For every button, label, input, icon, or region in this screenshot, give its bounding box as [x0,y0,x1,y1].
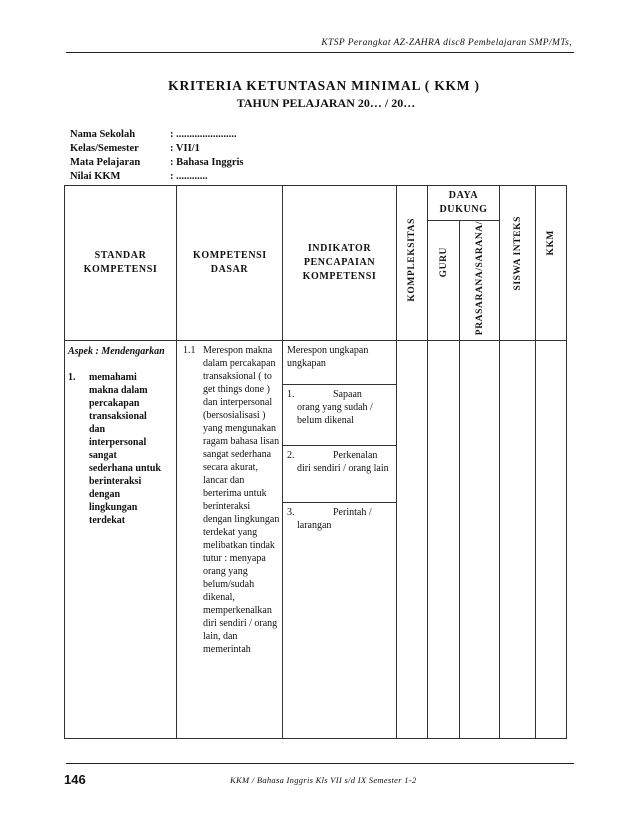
indikator-head: Perintah / [333,507,372,518]
standar-number: 1. [68,372,76,383]
info-label: Nama Sekolah [70,129,136,140]
info-row-subject [70,156,244,170]
indikator-item [283,446,396,503]
guru-value-cell[interactable] [428,341,460,739]
info-label: Mata Pelajaran [70,157,141,168]
indikator-number: 3. [287,507,295,518]
indikator-item [283,503,396,538]
info-row-class [70,142,244,156]
header-divider [66,52,574,53]
header-kkm [536,186,567,341]
header-siswa [500,186,536,341]
header-kkm-label: KKM [546,230,557,256]
info-value: : ....................... [170,129,237,140]
info-label: Kelas/Semester [70,143,139,154]
school-info [70,128,244,184]
running-head: KTSP Perangkat AZ-ZAHRA disc8 Pembelajaran SMP/MTs, [321,38,572,48]
kd-number: 1.1 [183,345,196,356]
info-value: : VII/1 [170,143,200,154]
indikator-rest: diri sendiri / orang lain [297,463,389,474]
info-value: : ............ [170,171,208,182]
footer-divider [66,763,574,764]
header-kompetensi-dasar: KOMPETENSI DASAR [177,186,283,341]
kd-text: Merespon makna dalam percakapan transaksional ( to get things done ) dan interpersonal (bersosialisasi ) yang mengunakan ragam bahasa lisan sangat sederhana secara akurat, lancar dan berterima untuk berinteraksi dengan lingkungan terdekat yang melibatkan tindak tutur : menyapa orang yang belum/sudah dikenal, memperkenalkan diri sendiri / orang lain, dan memerintah [203,345,280,655]
info-row-school [70,128,244,142]
header-indikator: INDIKATOR PENCAPAIAN KOMPETENSI [283,186,397,341]
header-prasarana-label: PRASARANA/SARANA/ [474,221,485,336]
indikator-number: 2. [287,450,295,461]
kkm-table [64,185,567,739]
standar-kompetensi-cell [65,341,177,739]
document-subtitle: TAHUN PELAJARAN 20… / 20… [236,96,416,110]
kompleksitas-value-cell[interactable] [397,341,428,739]
aspect-label: Aspek : Mendengarkan [68,346,165,357]
header-siswa-label: SISWA INTEKS [512,215,523,291]
page-number: 146 [64,772,86,787]
indikator-rest: larangan [297,520,332,531]
standar-text: memahami makna dalam percakapan transaksional dan interpersonal sangat sederhana untuk berinteraksi dengan lingkungan terdekat [89,372,161,526]
header-kompleksitas-label: KOMPLEKSITAS [407,218,417,302]
header-standar-kompetensi: STANDAR KOMPETENSI [65,186,177,341]
info-value: : Bahasa Inggris [170,157,244,168]
document-title: KRITERIA KETUNTASAN MINIMAL ( KKM ) [168,78,480,93]
kkm-value-cell[interactable] [536,341,567,739]
prasarana-value-cell[interactable] [460,341,500,739]
indikator-item [283,385,396,446]
indikator-rest: orang yang sudah / belum dikenal [297,402,373,426]
indikator-head: Sapaan [333,389,362,400]
header-daya-dukung: DAYA DUKUNG [428,186,500,221]
info-label: Nilai KKM [70,171,121,182]
header-prasarana [460,221,500,341]
header-guru-label: GURU [438,247,449,278]
header-kompleksitas [397,186,428,341]
info-row-kkm [70,170,244,184]
indikator-number: 1. [287,389,295,400]
indikator-cell [283,341,397,739]
indikator-lead: Merespon ungkapan ungkapan [283,341,396,385]
indikator-head: Perkenalan [333,450,378,461]
kompetensi-dasar-cell [177,341,283,739]
siswa-value-cell[interactable] [500,341,536,739]
header-guru [428,221,460,341]
footer-text: KKM / Bahasa Inggris Kls VII s/d IX Semester 1-2 [230,775,417,785]
